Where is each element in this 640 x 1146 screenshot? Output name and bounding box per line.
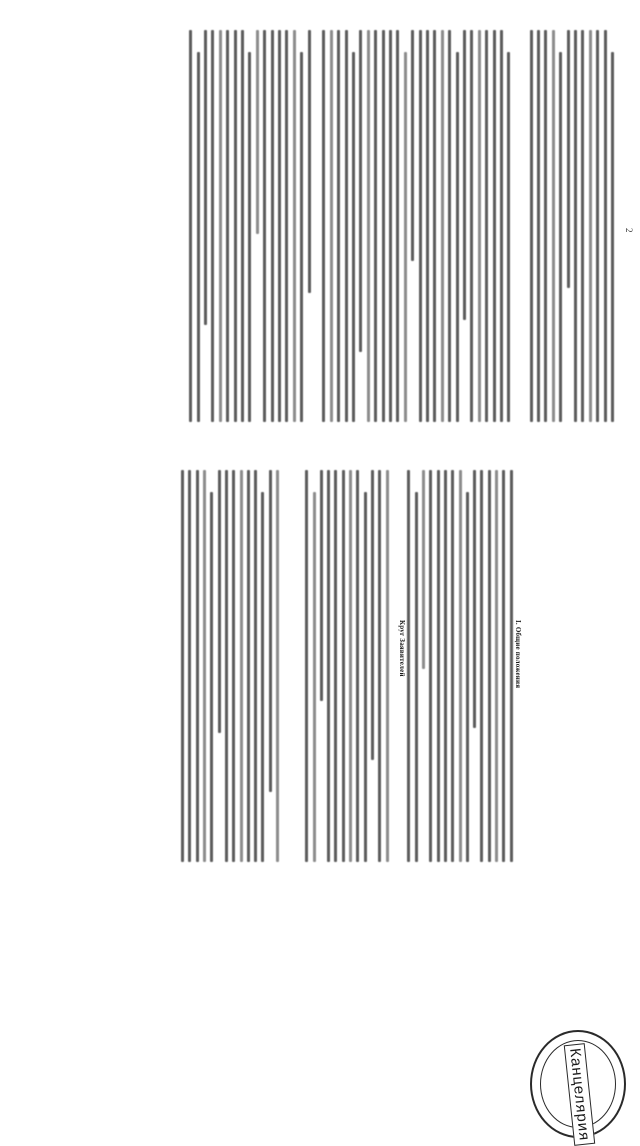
text-line — [210, 492, 213, 862]
text-line — [481, 470, 484, 862]
text-line — [429, 470, 432, 862]
text-line — [581, 30, 584, 422]
stamp-word: Канцелярия — [564, 1043, 595, 1146]
text-line — [254, 470, 257, 862]
text-line — [371, 470, 374, 760]
text-line — [232, 470, 235, 862]
text-line — [441, 30, 444, 422]
text-line — [335, 470, 338, 862]
text-line — [415, 492, 418, 862]
text-line — [488, 470, 491, 862]
text-line — [419, 30, 422, 422]
text-line — [567, 30, 570, 288]
section-heading-applicants: Круг Заявителей — [398, 620, 406, 677]
text-line — [263, 30, 266, 422]
text-line — [552, 30, 555, 422]
text-line — [300, 52, 303, 422]
text-line — [337, 30, 340, 422]
text-line — [495, 470, 498, 862]
text-line — [433, 30, 436, 422]
text-line — [234, 30, 237, 422]
text-line — [493, 30, 496, 422]
text-line — [378, 470, 381, 862]
text-line — [196, 470, 199, 862]
text-line — [181, 470, 184, 862]
text-line — [485, 30, 488, 422]
text-line — [559, 52, 562, 422]
right-page — [180, 30, 634, 430]
text-line — [189, 30, 192, 422]
text-line — [411, 30, 414, 261]
text-line — [422, 470, 425, 669]
text-line — [203, 470, 206, 862]
text-line — [444, 470, 447, 862]
text-line — [225, 470, 228, 862]
text-line — [269, 470, 272, 792]
text-line — [262, 492, 265, 862]
left-page — [180, 470, 620, 1142]
text-line — [604, 30, 607, 422]
text-line — [426, 30, 429, 422]
text-line — [359, 30, 362, 352]
text-line — [478, 30, 481, 422]
text-line — [396, 30, 399, 422]
text-line — [389, 30, 392, 422]
text-line — [374, 30, 377, 422]
text-line — [408, 470, 411, 862]
text-line — [327, 470, 330, 862]
text-line — [305, 470, 308, 862]
text-line — [530, 30, 533, 422]
text-line — [218, 470, 221, 733]
text-line — [544, 30, 547, 422]
text-line — [364, 492, 367, 862]
text-line — [451, 470, 454, 862]
text-line — [349, 470, 352, 862]
text-line — [247, 470, 250, 862]
text-line — [345, 30, 348, 422]
text-line — [240, 470, 243, 862]
text-line — [356, 470, 359, 862]
text-line — [382, 30, 385, 422]
text-line — [293, 30, 296, 422]
text-line — [437, 470, 440, 862]
rotated-spread — [160, 10, 640, 1142]
text-line — [463, 30, 466, 320]
text-line — [197, 52, 200, 422]
text-line — [510, 470, 513, 862]
text-line — [248, 52, 251, 422]
text-line — [473, 470, 476, 728]
section-heading-general: I. Общие положения — [514, 620, 522, 689]
text-line — [507, 52, 510, 422]
text-line — [466, 492, 469, 862]
text-line — [330, 30, 333, 422]
text-line — [448, 30, 451, 422]
text-line — [271, 30, 274, 422]
text-line — [211, 30, 214, 422]
text-line — [204, 30, 207, 325]
text-line — [219, 30, 222, 422]
text-line — [285, 30, 288, 422]
text-line — [308, 30, 311, 293]
text-line — [241, 30, 244, 422]
text-line — [278, 30, 281, 422]
text-line — [500, 30, 503, 422]
text-line — [276, 470, 279, 862]
text-line — [589, 30, 592, 422]
text-line — [404, 52, 407, 422]
page-number: 2 — [624, 228, 634, 233]
text-line — [189, 470, 192, 862]
text-line — [322, 30, 325, 422]
text-line — [470, 30, 473, 422]
text-line — [459, 470, 462, 862]
text-line — [456, 52, 459, 422]
text-line — [502, 470, 505, 862]
text-line — [256, 30, 259, 234]
text-line — [313, 492, 316, 862]
text-line — [574, 30, 577, 422]
text-line — [352, 52, 355, 422]
text-line — [611, 52, 614, 422]
text-line — [342, 470, 345, 862]
text-line — [320, 470, 323, 701]
text-line — [386, 470, 389, 862]
office-stamp — [530, 1030, 626, 1142]
text-line — [596, 30, 599, 422]
text-line — [537, 30, 540, 422]
text-line — [367, 30, 370, 422]
text-line — [226, 30, 229, 422]
